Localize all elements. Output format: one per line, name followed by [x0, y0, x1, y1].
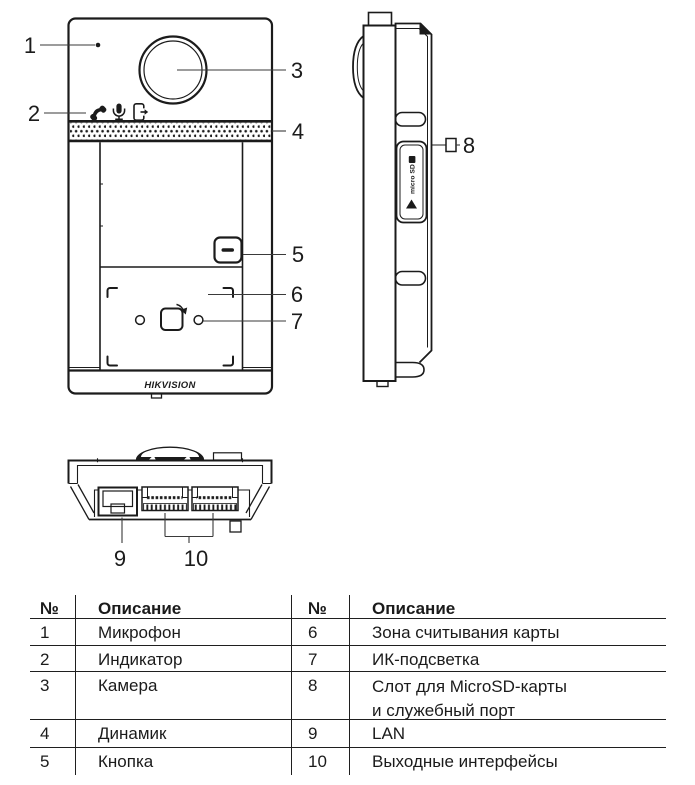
eject-icon	[406, 200, 417, 209]
lan-port	[99, 488, 138, 516]
legend-desc: ИК-подсветка	[372, 650, 480, 669]
legend-num: 6	[292, 619, 350, 645]
mic-icon	[113, 104, 124, 120]
callout-number-2: 2	[27, 101, 41, 126]
callout-lines	[40, 45, 460, 543]
clip-lower	[396, 272, 426, 286]
sd-card-icon	[409, 156, 417, 194]
brand-logo: HIKVISION	[144, 380, 196, 391]
indicator-icons	[89, 104, 149, 122]
ir-led-right	[194, 316, 203, 325]
legend-desc: Динамик	[76, 720, 292, 747]
callout-number-10: 10	[183, 546, 209, 571]
callout-number-5: 5	[291, 242, 305, 267]
legend-num: 5	[30, 748, 76, 775]
terminal-block-2	[192, 487, 238, 511]
legend-row-4	[30, 720, 666, 748]
legend-num: 1	[30, 619, 76, 645]
door-exit-icon	[134, 104, 148, 120]
legend-row-1	[30, 619, 666, 646]
legend-header-desc-right: Описание	[372, 599, 456, 618]
card-reading-zone	[108, 288, 234, 366]
sd-slot-label: micro SD	[409, 164, 417, 194]
side-view	[353, 13, 456, 387]
tamper-window	[161, 309, 183, 331]
legend-table	[30, 595, 666, 775]
legend-num: 9	[292, 720, 350, 747]
legend-desc-line2: и служебный порт	[372, 701, 516, 720]
bottom-view	[69, 447, 272, 532]
service-screw	[432, 139, 457, 152]
microphone-hole	[96, 43, 101, 48]
legend-desc: Индикатор	[76, 646, 292, 671]
call-button	[215, 238, 242, 263]
legend-desc: Выходные интерфейсы	[372, 752, 558, 771]
ir-led-left	[136, 316, 145, 325]
callout-number-3: 3	[290, 58, 304, 83]
legend-row-5	[30, 748, 666, 775]
bottom-cap	[396, 363, 425, 378]
legend-num: 8	[292, 672, 350, 723]
legend-desc-line1: Слот для MicroSD-карты	[372, 677, 567, 696]
callout-number-9: 9	[113, 546, 127, 571]
callout-number-7: 7	[290, 309, 304, 334]
call-icon	[89, 104, 108, 122]
legend-desc: Камера	[76, 672, 292, 723]
legend-num: 7	[292, 646, 350, 671]
front-view	[69, 19, 273, 399]
front-panel-outline	[69, 19, 273, 394]
legend-desc: Микрофон	[76, 619, 292, 645]
front-plate-edge	[364, 26, 396, 382]
legend-desc: Зона считывания карты	[372, 623, 560, 642]
speaker-grille	[69, 121, 273, 141]
clip-upper	[396, 113, 426, 127]
callout-number-6: 6	[290, 282, 304, 307]
callout-line-10	[165, 513, 213, 543]
legend-desc	[350, 672, 666, 723]
legend-desc: LAN	[372, 724, 406, 743]
ir-light-area	[136, 304, 203, 330]
mount-tab-top	[369, 13, 392, 26]
legend-num: 10	[292, 748, 350, 775]
terminal-block-1	[142, 487, 188, 511]
legend-header-desc-left: Описание	[76, 595, 292, 619]
legend-row-2	[30, 646, 666, 672]
callout-number-1: 1	[23, 33, 37, 58]
legend-num: 2	[30, 646, 76, 671]
legend-num: 4	[30, 720, 76, 747]
legend-desc: Кнопка	[76, 748, 292, 775]
sd-slot-cover	[397, 142, 427, 223]
legend-row-3	[30, 672, 666, 720]
foot	[230, 521, 241, 532]
cap-block	[214, 453, 242, 460]
lens-dome	[137, 447, 204, 460]
legend-header-num-right: №	[292, 595, 350, 619]
callout-number-8: 8	[462, 133, 476, 158]
legend-header-num-left: №	[30, 595, 76, 619]
legend-num: 3	[30, 672, 76, 723]
callout-number-4: 4	[291, 119, 305, 144]
legend-header-row	[30, 595, 666, 619]
